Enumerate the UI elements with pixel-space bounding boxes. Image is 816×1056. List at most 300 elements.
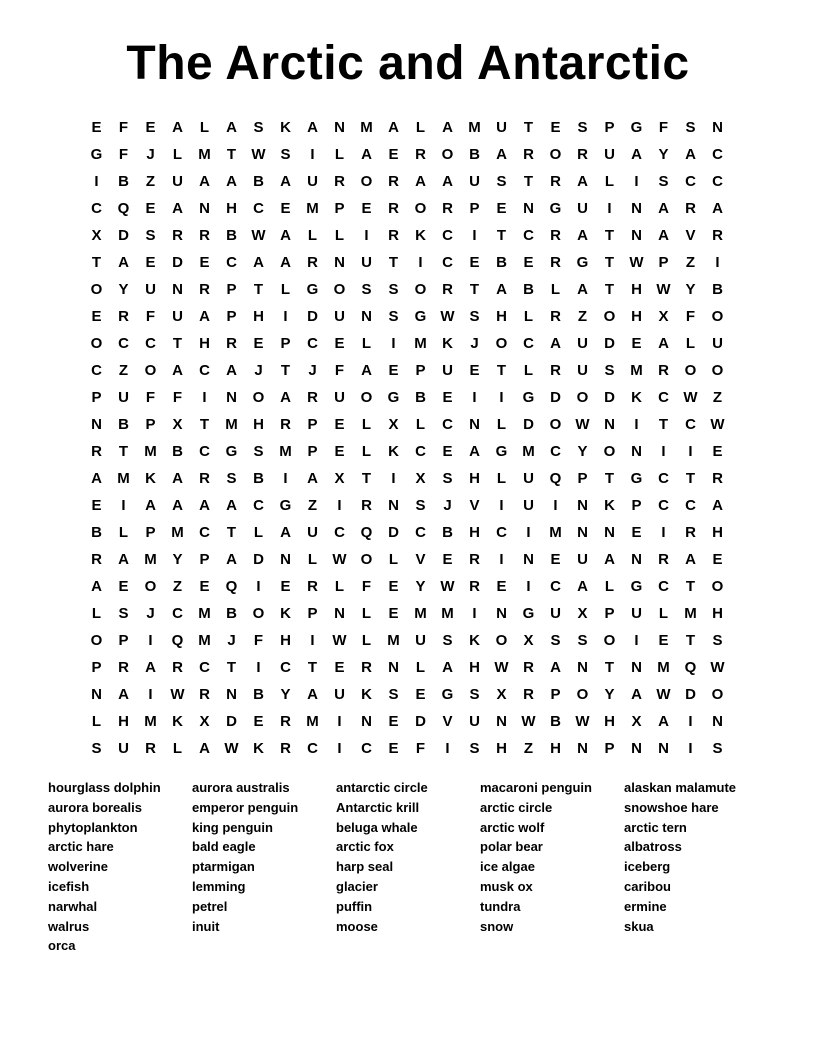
- grid-letter: E: [388, 362, 399, 379]
- grid-letter: U: [523, 497, 534, 514]
- grid-letter: L: [550, 281, 561, 298]
- grid-letter: M: [171, 524, 184, 541]
- word-column: [624, 778, 768, 956]
- grid-letter: U: [118, 389, 129, 406]
- grid-letter: W: [251, 227, 266, 244]
- grid-letter: A: [226, 173, 237, 190]
- grid-letter: A: [631, 686, 642, 703]
- grid-letter: C: [685, 416, 696, 433]
- grid-letter: R: [658, 362, 669, 379]
- grid-letter: A: [577, 281, 588, 298]
- grid-letter: A: [226, 551, 237, 568]
- grid-letter: E: [442, 443, 453, 460]
- grid-letter: T: [604, 227, 615, 244]
- grid-letter: K: [442, 335, 453, 352]
- word-column: [192, 778, 336, 956]
- word-list-item: aurora australis: [192, 780, 290, 795]
- grid-letter: O: [495, 632, 508, 649]
- grid-row: [83, 357, 731, 384]
- grid-letter: O: [576, 686, 589, 703]
- grid-letter: L: [604, 578, 615, 595]
- word-list-item: moose: [336, 918, 378, 934]
- grid-letter: R: [550, 173, 561, 190]
- grid-letter: N: [523, 200, 534, 217]
- grid-letter: P: [631, 497, 642, 514]
- grid-letter: D: [172, 254, 183, 271]
- grid-letter: C: [199, 443, 210, 460]
- grid-letter: R: [550, 254, 561, 271]
- grid-letter: T: [280, 362, 291, 379]
- grid-letter: R: [199, 227, 210, 244]
- grid-letter: U: [172, 308, 183, 325]
- grid-row: [83, 141, 731, 168]
- grid-letter: O: [549, 146, 562, 163]
- grid-letter: H: [469, 470, 480, 487]
- grid-letter: E: [442, 551, 453, 568]
- word-list-item: hourglass dolphin: [48, 780, 161, 795]
- grid-letter: L: [253, 524, 264, 541]
- grid-letter: N: [91, 686, 102, 703]
- grid-letter: W: [710, 416, 725, 433]
- grid-letter: X: [91, 227, 102, 244]
- grid-letter: W: [629, 254, 644, 271]
- grid-letter: H: [712, 524, 723, 541]
- grid-letter: G: [90, 146, 103, 163]
- grid-letter: U: [469, 173, 480, 190]
- grid-letter: N: [388, 497, 399, 514]
- grid-letter: Y: [172, 551, 183, 568]
- grid-letter: G: [495, 443, 508, 460]
- grid-letter: O: [495, 335, 508, 352]
- grid-letter: U: [334, 308, 345, 325]
- grid-letter: O: [90, 632, 103, 649]
- word-list-item: polar bear: [480, 839, 543, 855]
- grid-letter: F: [253, 632, 264, 649]
- grid-letter: C: [442, 416, 453, 433]
- grid-letter: L: [334, 146, 345, 163]
- grid-letter: L: [118, 524, 129, 541]
- grid-letter: A: [199, 173, 210, 190]
- grid-letter: W: [656, 686, 671, 703]
- grid-letter: P: [577, 470, 588, 487]
- grid-letter: H: [631, 281, 642, 298]
- grid-letter: K: [604, 497, 615, 514]
- grid-letter: L: [334, 227, 345, 244]
- grid-letter: I: [148, 632, 153, 649]
- grid-letter: O: [711, 686, 724, 703]
- grid-letter: A: [712, 200, 723, 217]
- grid-letter: L: [415, 659, 426, 676]
- grid-letter: O: [603, 443, 616, 460]
- grid-letter: R: [307, 254, 318, 271]
- grid-letter: O: [333, 281, 346, 298]
- grid-letter: L: [415, 416, 426, 433]
- grid-letter: O: [252, 605, 265, 622]
- grid-letter: O: [711, 578, 724, 595]
- grid-letter: S: [442, 470, 453, 487]
- page-title: The Arctic and Antarctic: [126, 37, 690, 90]
- grid-letter: J: [470, 335, 479, 352]
- grid-letter: M: [279, 443, 292, 460]
- word-list: [48, 778, 768, 956]
- grid-letter: R: [280, 416, 291, 433]
- grid-letter: E: [253, 335, 264, 352]
- grid-letter: D: [226, 713, 237, 730]
- grid-letter: H: [550, 740, 561, 757]
- word-list-item: beluga whale: [336, 819, 418, 835]
- grid-letter: N: [388, 659, 399, 676]
- grid-letter: Y: [118, 281, 129, 298]
- grid-letter: E: [523, 254, 534, 271]
- grid-letter: A: [577, 173, 588, 190]
- grid-letter: R: [172, 227, 183, 244]
- grid-letter: C: [550, 578, 561, 595]
- grid-letter: M: [198, 605, 211, 622]
- grid-letter: X: [577, 605, 588, 622]
- grid-letter: A: [361, 146, 372, 163]
- grid-letter: E: [496, 578, 507, 595]
- grid-letter: A: [658, 335, 669, 352]
- grid-letter: S: [658, 173, 669, 190]
- grid-letter: I: [688, 443, 693, 460]
- grid-letter: U: [577, 335, 588, 352]
- grid-letter: P: [307, 416, 318, 433]
- grid-letter: X: [496, 686, 507, 703]
- grid-letter: A: [496, 281, 507, 298]
- word-list-item: arctic circle: [480, 799, 553, 815]
- grid-letter: C: [253, 200, 264, 217]
- grid-letter: A: [442, 119, 453, 136]
- grid-letter: C: [280, 659, 291, 676]
- grid-letter: R: [307, 389, 318, 406]
- grid-row: [83, 438, 731, 465]
- grid-letter: N: [631, 200, 642, 217]
- grid-letter: C: [199, 362, 210, 379]
- grid-letter: B: [253, 686, 264, 703]
- grid-letter: F: [145, 308, 156, 325]
- grid-letter: U: [334, 389, 345, 406]
- grid-letter: S: [226, 470, 237, 487]
- grid-letter: D: [388, 524, 399, 541]
- grid-letter: N: [361, 308, 372, 325]
- grid-letter: R: [145, 740, 156, 757]
- grid-letter: M: [630, 362, 643, 379]
- grid-letter: I: [94, 173, 99, 190]
- grid-letter: U: [118, 740, 129, 757]
- grid-letter: I: [310, 146, 315, 163]
- grid-letter: F: [685, 308, 696, 325]
- grid-letter: R: [550, 227, 561, 244]
- grid-letter: C: [91, 362, 102, 379]
- grid-letter: Q: [171, 632, 184, 649]
- grid-letter: P: [145, 524, 156, 541]
- grid-row: [83, 492, 731, 519]
- grid-letter: L: [91, 713, 102, 730]
- grid-row: [83, 681, 731, 708]
- grid-letter: S: [469, 740, 480, 757]
- grid-letter: Z: [118, 362, 129, 379]
- grid-letter: A: [199, 740, 210, 757]
- grid-letter: E: [469, 254, 480, 271]
- grid-letter: Y: [685, 281, 696, 298]
- grid-letter: D: [415, 713, 426, 730]
- word-list-item: ermine: [624, 898, 667, 914]
- grid-letter: Y: [280, 686, 291, 703]
- grid-letter: L: [361, 632, 372, 649]
- grid-letter: K: [631, 389, 642, 406]
- grid-letter: E: [388, 146, 399, 163]
- grid-letter: O: [144, 362, 157, 379]
- grid-letter: Z: [145, 173, 156, 190]
- grid-row: [83, 195, 731, 222]
- word-list-item: macaroni penguin: [480, 780, 592, 795]
- grid-letter: G: [630, 470, 643, 487]
- grid-letter: F: [334, 362, 345, 379]
- grid-letter: W: [440, 578, 455, 595]
- grid-letter: L: [199, 119, 210, 136]
- grid-letter: H: [199, 335, 210, 352]
- grid-letter: I: [715, 254, 720, 271]
- grid-letter: R: [550, 362, 561, 379]
- grid-letter: K: [469, 632, 480, 649]
- grid-letter: G: [279, 497, 292, 514]
- grid-letter: H: [469, 524, 480, 541]
- grid-letter: I: [553, 497, 558, 514]
- grid-letter: A: [172, 200, 183, 217]
- grid-letter: C: [307, 335, 318, 352]
- grid-letter: U: [712, 335, 723, 352]
- grid-letter: V: [469, 497, 480, 514]
- grid-letter: L: [361, 335, 372, 352]
- grid-letter: C: [253, 497, 264, 514]
- grid-letter: D: [253, 551, 264, 568]
- grid-letter: N: [631, 227, 642, 244]
- grid-row: [83, 546, 731, 573]
- grid-letter: A: [280, 389, 291, 406]
- word-list-item: arctic fox: [336, 839, 394, 855]
- grid-letter: N: [712, 713, 723, 730]
- grid-letter: T: [388, 254, 399, 271]
- grid-letter: N: [361, 713, 372, 730]
- grid-letter: W: [521, 713, 536, 730]
- grid-letter: L: [523, 308, 534, 325]
- word-list-item: snow: [480, 918, 514, 934]
- grid-letter: N: [523, 551, 534, 568]
- grid-letter: N: [334, 605, 345, 622]
- grid-letter: O: [684, 362, 697, 379]
- grid-letter: A: [577, 578, 588, 595]
- grid-letter: X: [199, 713, 210, 730]
- grid-letter: U: [577, 551, 588, 568]
- grid-letter: C: [658, 578, 669, 595]
- grid-letter: G: [441, 686, 454, 703]
- grid-letter: T: [253, 281, 264, 298]
- grid-letter: A: [91, 470, 102, 487]
- grid-letter: L: [415, 119, 426, 136]
- grid-letter: T: [523, 173, 534, 190]
- grid-letter: G: [306, 281, 319, 298]
- grid-letter: A: [307, 119, 318, 136]
- grid-letter: Q: [360, 524, 373, 541]
- grid-letter: E: [145, 254, 156, 271]
- word-list-item: phytoplankton: [48, 819, 138, 835]
- grid-letter: U: [604, 146, 615, 163]
- grid-letter: E: [334, 659, 345, 676]
- grid-letter: A: [658, 200, 669, 217]
- grid-letter: M: [144, 443, 157, 460]
- grid-row: [83, 465, 731, 492]
- grid-letter: S: [550, 632, 561, 649]
- word-list-item: antarctic circle: [336, 780, 428, 795]
- grid-letter: H: [496, 308, 507, 325]
- grid-letter: E: [550, 551, 561, 568]
- grid-letter: C: [712, 173, 723, 190]
- grid-letter: K: [172, 713, 183, 730]
- word-list-item: caribou: [624, 878, 671, 894]
- grid-letter: K: [415, 227, 426, 244]
- grid-letter: A: [145, 659, 156, 676]
- grid-letter: P: [550, 686, 561, 703]
- grid-letter: A: [280, 173, 291, 190]
- grid-letter: R: [91, 443, 102, 460]
- grid-letter: E: [496, 200, 507, 217]
- grid-letter: P: [658, 254, 669, 271]
- grid-letter: T: [685, 632, 696, 649]
- grid-letter: C: [118, 335, 129, 352]
- grid-letter: T: [604, 254, 615, 271]
- grid-letter: G: [522, 389, 535, 406]
- grid-letter: B: [118, 173, 129, 190]
- grid-letter: B: [496, 254, 507, 271]
- grid-letter: R: [199, 686, 210, 703]
- grid-letter: N: [712, 119, 723, 136]
- grid-letter: A: [442, 659, 453, 676]
- grid-letter: P: [307, 605, 318, 622]
- grid-letter: W: [332, 632, 347, 649]
- grid-letter: P: [604, 740, 615, 757]
- grid-row: [83, 330, 731, 357]
- grid-letter: G: [522, 605, 535, 622]
- grid-letter: O: [252, 389, 265, 406]
- grid-letter: N: [631, 659, 642, 676]
- grid-letter: A: [658, 713, 669, 730]
- grid-letter: I: [634, 632, 639, 649]
- grid-letter: I: [661, 443, 666, 460]
- grid-letter: C: [199, 659, 210, 676]
- grid-row: [83, 654, 731, 681]
- grid-letter: W: [332, 551, 347, 568]
- grid-letter: M: [684, 605, 697, 622]
- grid-letter: W: [710, 659, 725, 676]
- grid-letter: I: [499, 389, 504, 406]
- grid-letter: E: [712, 443, 723, 460]
- grid-letter: L: [604, 173, 615, 190]
- grid-letter: C: [658, 497, 669, 514]
- grid-letter: E: [631, 524, 642, 541]
- grid-letter: I: [283, 308, 288, 325]
- grid-letter: H: [226, 200, 237, 217]
- grid-letter: R: [523, 686, 534, 703]
- grid-letter: R: [685, 524, 696, 541]
- grid-letter: N: [334, 254, 345, 271]
- grid-letter: M: [360, 119, 373, 136]
- grid-letter: K: [388, 443, 399, 460]
- grid-letter: M: [198, 632, 211, 649]
- grid-letter: B: [172, 443, 183, 460]
- grid-letter: A: [226, 497, 237, 514]
- grid-letter: C: [334, 524, 345, 541]
- grid-letter: T: [496, 227, 507, 244]
- grid-letter: S: [442, 632, 453, 649]
- grid-letter: R: [712, 227, 723, 244]
- grid-letter: R: [469, 551, 480, 568]
- grid-letter: E: [388, 605, 399, 622]
- grid-letter: O: [414, 200, 427, 217]
- grid-letter: X: [523, 632, 534, 649]
- grid-letter: L: [91, 605, 102, 622]
- grid-letter: A: [199, 497, 210, 514]
- grid-letter: H: [280, 632, 291, 649]
- grid-letter: C: [415, 524, 426, 541]
- grid-letter: L: [496, 416, 507, 433]
- grid-letter: C: [361, 740, 372, 757]
- grid-letter: I: [607, 200, 612, 217]
- word-list-item: ice algae: [480, 859, 535, 875]
- grid-letter: R: [307, 578, 318, 595]
- word-list-item: Antarctic krill: [336, 799, 420, 815]
- grid-letter: N: [226, 686, 237, 703]
- word-list-item: wolverine: [48, 859, 108, 875]
- grid-letter: S: [604, 362, 615, 379]
- grid-letter: I: [337, 740, 342, 757]
- grid-letter: S: [685, 119, 696, 136]
- grid-letter: R: [334, 173, 345, 190]
- grid-letter: U: [469, 713, 480, 730]
- word-list-item: harp seal: [336, 859, 394, 875]
- grid-letter: K: [280, 605, 291, 622]
- grid-letter: R: [172, 659, 183, 676]
- grid-letter: L: [658, 605, 669, 622]
- grid-letter: E: [145, 119, 156, 136]
- grid-letter: B: [442, 524, 453, 541]
- grid-letter: Y: [415, 578, 426, 595]
- grid-letter: Z: [577, 308, 588, 325]
- grid-letter: R: [199, 281, 210, 298]
- grid-letter: B: [523, 281, 534, 298]
- grid-letter: C: [550, 443, 561, 460]
- grid-letter: M: [414, 335, 427, 352]
- word-list-item: snowshoe hare: [624, 799, 719, 815]
- grid-letter: J: [146, 146, 155, 163]
- grid-letter: R: [523, 146, 534, 163]
- grid-letter: I: [202, 389, 207, 406]
- grid-letter: I: [283, 470, 288, 487]
- grid-letter: N: [577, 524, 588, 541]
- grid-letter: E: [658, 632, 669, 649]
- grid-letter: M: [522, 443, 535, 460]
- grid-letter: O: [576, 389, 589, 406]
- grid-letter: P: [604, 605, 615, 622]
- grid-letter: P: [91, 389, 102, 406]
- grid-letter: R: [91, 551, 102, 568]
- grid-letter: A: [226, 119, 237, 136]
- grid-letter: M: [144, 551, 157, 568]
- grid-letter: B: [712, 281, 723, 298]
- grid-letter: R: [280, 740, 291, 757]
- grid-letter: E: [361, 200, 372, 217]
- grid-row: [83, 519, 731, 546]
- word-list-item: orca: [48, 938, 76, 954]
